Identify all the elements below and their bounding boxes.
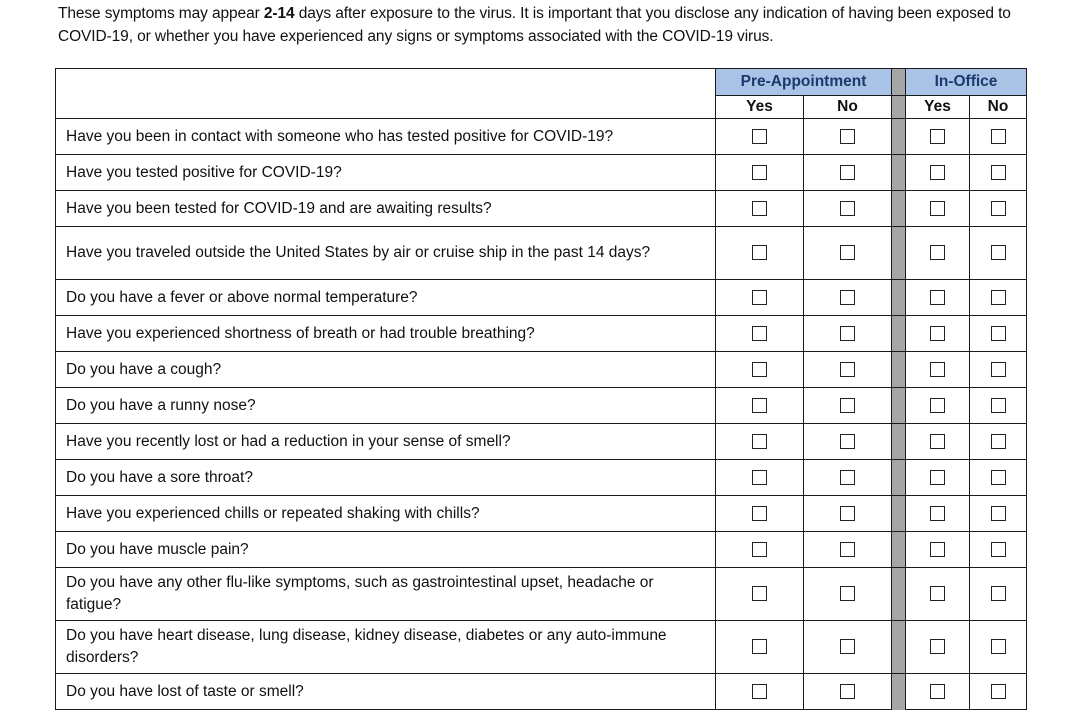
in-office-yes-header: Yes [906, 96, 970, 119]
in-office-yes-checkbox[interactable] [930, 398, 945, 413]
column-separator [892, 532, 906, 568]
in-office-no-checkbox[interactable] [991, 506, 1006, 521]
column-separator [892, 424, 906, 460]
pre-appointment-yes-cell [716, 352, 804, 388]
pre-appointment-no-cell [804, 316, 892, 352]
in-office-no-cell [970, 674, 1027, 710]
column-separator [892, 621, 906, 674]
in-office-yes-cell [906, 460, 970, 496]
in-office-no-cell [970, 568, 1027, 621]
in-office-no-checkbox[interactable] [991, 470, 1006, 485]
question-text: Do you have heart disease, lung disease, kidney disease, diabetes or any auto-immune disorders? [56, 621, 716, 674]
in-office-yes-checkbox[interactable] [930, 362, 945, 377]
in-office-no-checkbox[interactable] [991, 129, 1006, 144]
question-column-header [56, 69, 716, 119]
in-office-yes-checkbox[interactable] [930, 506, 945, 521]
pre-appointment-no-cell [804, 227, 892, 280]
pre-appointment-no-checkbox[interactable] [840, 398, 855, 413]
question-text: Have you tested positive for COVID-19? [56, 155, 716, 191]
intro-days-range: 2-14 [263, 5, 295, 22]
in-office-no-checkbox[interactable] [991, 290, 1006, 305]
pre-appointment-yes-cell [716, 119, 804, 155]
in-office-no-checkbox[interactable] [991, 245, 1006, 260]
question-row [56, 155, 1027, 191]
intro-text-part2: days after exposure to the virus. It is important that you disclose any indication of having been exposed to COVID-19, or whether you have experienced any signs or symptoms associated with the COVID-19 virus. [58, 5, 1011, 45]
pre-appointment-yes-checkbox[interactable] [752, 470, 767, 485]
question-row [56, 388, 1027, 424]
pre-appointment-no-cell [804, 674, 892, 710]
column-separator [892, 69, 906, 96]
in-office-yes-cell [906, 155, 970, 191]
in-office-yes-cell [906, 316, 970, 352]
in-office-no-checkbox[interactable] [991, 326, 1006, 341]
column-separator [892, 280, 906, 316]
in-office-no-checkbox[interactable] [991, 201, 1006, 216]
in-office-no-checkbox[interactable] [991, 434, 1006, 449]
in-office-yes-checkbox[interactable] [930, 290, 945, 305]
question-text: Have you been tested for COVID-19 and are awaiting results? [56, 191, 716, 227]
pre-appointment-yes-cell [716, 424, 804, 460]
pre-appointment-no-checkbox[interactable] [840, 684, 855, 699]
in-office-no-checkbox[interactable] [991, 542, 1006, 557]
question-text: Do you have a cough? [56, 352, 716, 388]
intro-paragraph [58, 2, 1058, 48]
pre-appointment-no-cell [804, 621, 892, 674]
question-row [56, 674, 1027, 710]
in-office-no-header: No [970, 96, 1027, 119]
question-row [56, 119, 1027, 155]
in-office-yes-checkbox[interactable] [930, 684, 945, 699]
pre-appointment-yes-checkbox[interactable] [752, 398, 767, 413]
question-text: Have you experienced chills or repeated shaking with chills? [56, 496, 716, 532]
in-office-yes-checkbox[interactable] [930, 470, 945, 485]
column-separator [892, 119, 906, 155]
in-office-no-cell [970, 388, 1027, 424]
pre-appointment-yes-checkbox[interactable] [752, 245, 767, 260]
in-office-no-cell [970, 424, 1027, 460]
in-office-yes-checkbox[interactable] [930, 326, 945, 341]
in-office-yes-cell [906, 388, 970, 424]
pre-appointment-no-cell [804, 119, 892, 155]
pre-appointment-no-checkbox[interactable] [840, 542, 855, 557]
pre-appointment-yes-checkbox[interactable] [752, 362, 767, 377]
pre-appointment-yes-cell [716, 532, 804, 568]
pre-appointment-no-checkbox[interactable] [840, 165, 855, 180]
pre-appointment-yes-cell [716, 568, 804, 621]
column-separator [892, 316, 906, 352]
pre-appointment-yes-cell [716, 316, 804, 352]
question-text: Do you have any other flu-like symptoms, such as gastrointestinal upset, headache or fatigue? [56, 568, 716, 621]
in-office-no-checkbox[interactable] [991, 586, 1006, 601]
in-office-yes-cell [906, 280, 970, 316]
pre-appointment-no-cell [804, 568, 892, 621]
question-text: Have you been in contact with someone who has tested positive for COVID-19? [56, 119, 716, 155]
pre-appointment-yes-cell [716, 155, 804, 191]
question-text: Do you have a runny nose? [56, 388, 716, 424]
pre-appointment-no-checkbox[interactable] [840, 506, 855, 521]
pre-appointment-no-cell [804, 424, 892, 460]
pre-appointment-no-cell [804, 155, 892, 191]
in-office-no-cell [970, 155, 1027, 191]
pre-appointment-yes-header: Yes [716, 96, 804, 119]
pre-appointment-yes-checkbox[interactable] [752, 542, 767, 557]
question-text: Do you have a sore throat? [56, 460, 716, 496]
in-office-yes-cell [906, 191, 970, 227]
pre-appointment-no-cell [804, 388, 892, 424]
pre-appointment-yes-checkbox[interactable] [752, 201, 767, 216]
pre-appointment-yes-cell [716, 227, 804, 280]
pre-appointment-yes-checkbox[interactable] [752, 684, 767, 699]
in-office-yes-cell [906, 568, 970, 621]
pre-appointment-no-cell [804, 280, 892, 316]
in-office-no-cell [970, 119, 1027, 155]
question-row [56, 460, 1027, 496]
question-row [56, 191, 1027, 227]
in-office-yes-checkbox[interactable] [930, 542, 945, 557]
in-office-yes-checkbox[interactable] [930, 201, 945, 216]
column-separator [892, 227, 906, 280]
pre-appointment-no-cell [804, 532, 892, 568]
in-office-yes-checkbox[interactable] [930, 639, 945, 654]
in-office-no-checkbox[interactable] [991, 639, 1006, 654]
pre-appointment-no-cell [804, 460, 892, 496]
pre-appointment-yes-cell [716, 460, 804, 496]
in-office-no-cell [970, 191, 1027, 227]
in-office-no-cell [970, 496, 1027, 532]
question-row [56, 621, 1027, 674]
in-office-yes-checkbox[interactable] [930, 165, 945, 180]
in-office-yes-cell [906, 119, 970, 155]
in-office-no-cell [970, 316, 1027, 352]
pre-appointment-no-checkbox[interactable] [840, 129, 855, 144]
in-office-yes-cell [906, 674, 970, 710]
column-separator [892, 674, 906, 710]
in-office-no-cell [970, 227, 1027, 280]
pre-appointment-yes-checkbox[interactable] [752, 506, 767, 521]
pre-appointment-yes-checkbox[interactable] [752, 129, 767, 144]
pre-appointment-no-checkbox[interactable] [840, 290, 855, 305]
in-office-yes-cell [906, 496, 970, 532]
pre-appointment-no-checkbox[interactable] [840, 434, 855, 449]
question-row [56, 352, 1027, 388]
question-row [56, 227, 1027, 280]
pre-appointment-no-header: No [804, 96, 892, 119]
question-row [56, 532, 1027, 568]
in-office-no-cell [970, 460, 1027, 496]
pre-appointment-no-checkbox[interactable] [840, 326, 855, 341]
pre-appointment-yes-checkbox[interactable] [752, 165, 767, 180]
question-text: Do you have lost of taste or smell? [56, 674, 716, 710]
in-office-no-cell [970, 352, 1027, 388]
pre-appointment-yes-checkbox[interactable] [752, 326, 767, 341]
pre-appointment-yes-cell [716, 280, 804, 316]
column-separator [892, 155, 906, 191]
question-row [56, 280, 1027, 316]
pre-appointment-no-cell [804, 352, 892, 388]
column-separator [892, 568, 906, 621]
pre-appointment-yes-cell [716, 191, 804, 227]
column-separator [892, 388, 906, 424]
screening-questionnaire-table [55, 68, 1027, 710]
in-office-yes-cell [906, 424, 970, 460]
pre-appointment-header: Pre-Appointment [716, 69, 892, 96]
column-separator [892, 352, 906, 388]
in-office-header: In-Office [906, 69, 1027, 96]
pre-appointment-yes-checkbox[interactable] [752, 290, 767, 305]
question-text: Have you experienced shortness of breath or had trouble breathing? [56, 316, 716, 352]
pre-appointment-yes-cell [716, 621, 804, 674]
question-row [56, 568, 1027, 621]
pre-appointment-no-checkbox[interactable] [840, 245, 855, 260]
question-text: Do you have a fever or above normal temperature? [56, 280, 716, 316]
intro-text-part1: These symptoms may appear [58, 5, 264, 22]
in-office-no-checkbox[interactable] [991, 165, 1006, 180]
pre-appointment-no-cell [804, 496, 892, 532]
question-text: Have you traveled outside the United States by air or cruise ship in the past 14 days? [56, 227, 716, 280]
pre-appointment-yes-checkbox[interactable] [752, 639, 767, 654]
pre-appointment-no-checkbox[interactable] [840, 362, 855, 377]
question-row [56, 316, 1027, 352]
in-office-no-checkbox[interactable] [991, 684, 1006, 699]
in-office-yes-cell [906, 532, 970, 568]
pre-appointment-yes-cell [716, 674, 804, 710]
column-separator [892, 460, 906, 496]
column-separator [892, 496, 906, 532]
in-office-no-cell [970, 621, 1027, 674]
pre-appointment-no-checkbox[interactable] [840, 639, 855, 654]
column-separator [892, 96, 906, 119]
pre-appointment-no-checkbox[interactable] [840, 201, 855, 216]
question-text: Do you have muscle pain? [56, 532, 716, 568]
column-separator [892, 191, 906, 227]
in-office-yes-cell [906, 621, 970, 674]
pre-appointment-no-cell [804, 191, 892, 227]
pre-appointment-no-checkbox[interactable] [840, 470, 855, 485]
in-office-yes-cell [906, 227, 970, 280]
question-text: Have you recently lost or had a reduction in your sense of smell? [56, 424, 716, 460]
in-office-yes-checkbox[interactable] [930, 434, 945, 449]
pre-appointment-yes-cell [716, 496, 804, 532]
in-office-yes-cell [906, 352, 970, 388]
in-office-yes-checkbox[interactable] [930, 245, 945, 260]
question-row [56, 496, 1027, 532]
pre-appointment-no-checkbox[interactable] [840, 586, 855, 601]
in-office-yes-checkbox[interactable] [930, 129, 945, 144]
in-office-yes-checkbox[interactable] [930, 586, 945, 601]
in-office-no-checkbox[interactable] [991, 398, 1006, 413]
in-office-no-checkbox[interactable] [991, 362, 1006, 377]
in-office-no-cell [970, 280, 1027, 316]
in-office-no-cell [970, 532, 1027, 568]
question-row [56, 424, 1027, 460]
pre-appointment-yes-cell [716, 388, 804, 424]
pre-appointment-yes-checkbox[interactable] [752, 586, 767, 601]
pre-appointment-yes-checkbox[interactable] [752, 434, 767, 449]
